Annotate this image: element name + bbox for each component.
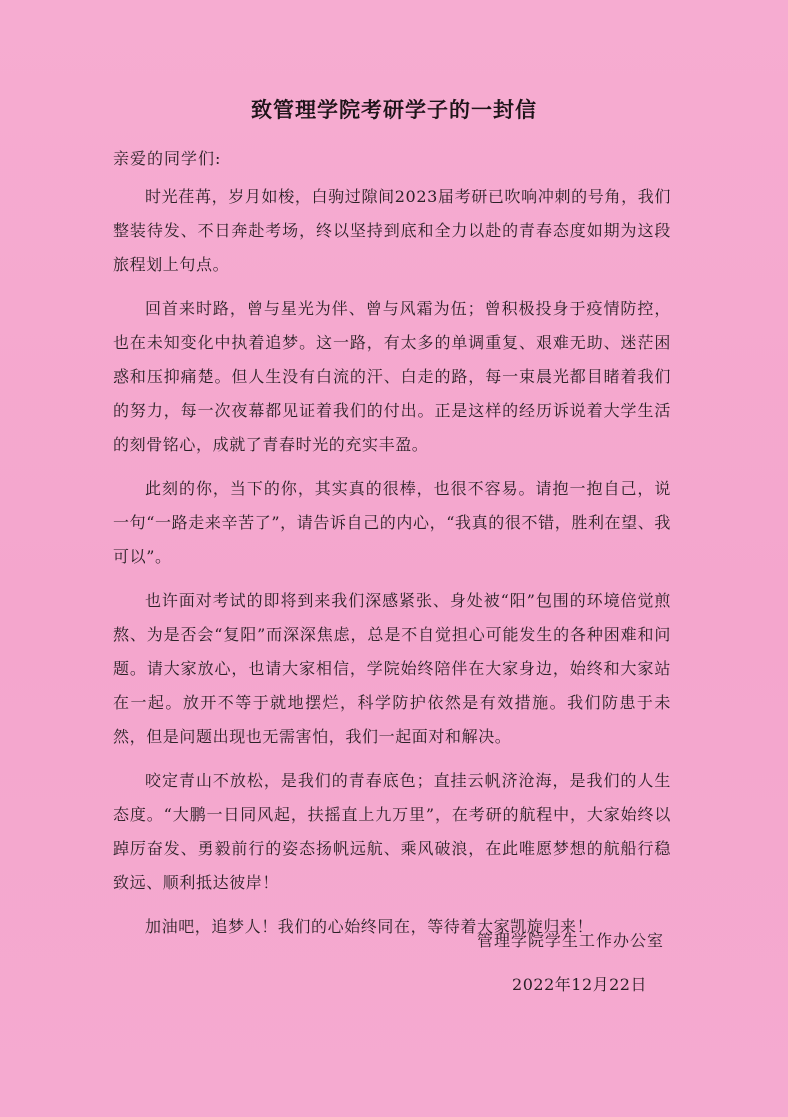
- paragraph-6: 加油吧，追梦人！我们的心始终同在，等待着大家凯旋归来！: [145, 917, 594, 936]
- paragraph-4: 也许面对考试的即将到来我们深感紧张、身处被“阳”包围的环境倍觉煎熬、为是否会“复阳”而深深焦虑，总是不自觉担心可能发生的各种困难和问题。请大家放心，也请大家相信，学院始终陪伴在大家身边，始终和大家站在一起。放开不等于就地摆烂，科学防护依然是有效措施。我们防患于未然，但是问题出现也无需害怕，我们一起面对和解决。: [113, 591, 671, 746]
- signature: 管理学院学生工作办公室: [476, 931, 664, 950]
- paragraph-2: 回首来时路，曾与星光为伴、曾与风霜为伍；曾积极投身于疫情防控，也在未知变化中执着追梦。这一路，有太多的单调重复、艰难无助、迷茫困惑和压抑痛楚。但人生没有白流的汗、白走的路，每一束晨光都目睹着我们的努力，每一次夜幕都见证着我们的付出。正是这样的经历诉说着大学生活的刻骨铭心，成就了青春时光的充实丰盈。: [113, 299, 671, 454]
- salutation: 亲爱的同学们:: [113, 149, 222, 168]
- paragraph-5: 咬定青山不放松，是我们的青春底色；直挂云帆济沧海，是我们的人生态度。“大鹏一日同风起，扶摇直上九万里”，在考研的航程中，大家始终以踔厉奋发、勇毅前行的姿态扬帆远航、乘风破浪，在此唯愿梦想的航船行稳致远、顺利抵达彼岸！: [113, 771, 671, 892]
- paragraph-3: 此刻的你，当下的你，其实真的很棒，也很不容易。请抱一抱自己，说一句“一路走来辛苦了”，请告诉自己的内心，“我真的很不错，胜利在望、我可以”。: [113, 479, 671, 566]
- date: 2022年12月22日: [512, 975, 647, 994]
- paragraph-1: 时光荏苒，岁月如梭，白驹过隙间2023届考研已吹响冲刺的号角，我们整装待发、不日奔赴考场，终以坚持到底和全力以赴的青春态度如期为这段旅程划上句点。: [113, 187, 671, 274]
- letter-title: 致管理学院考研学子的一封信: [251, 97, 537, 122]
- letter-body: [113, 180, 671, 944]
